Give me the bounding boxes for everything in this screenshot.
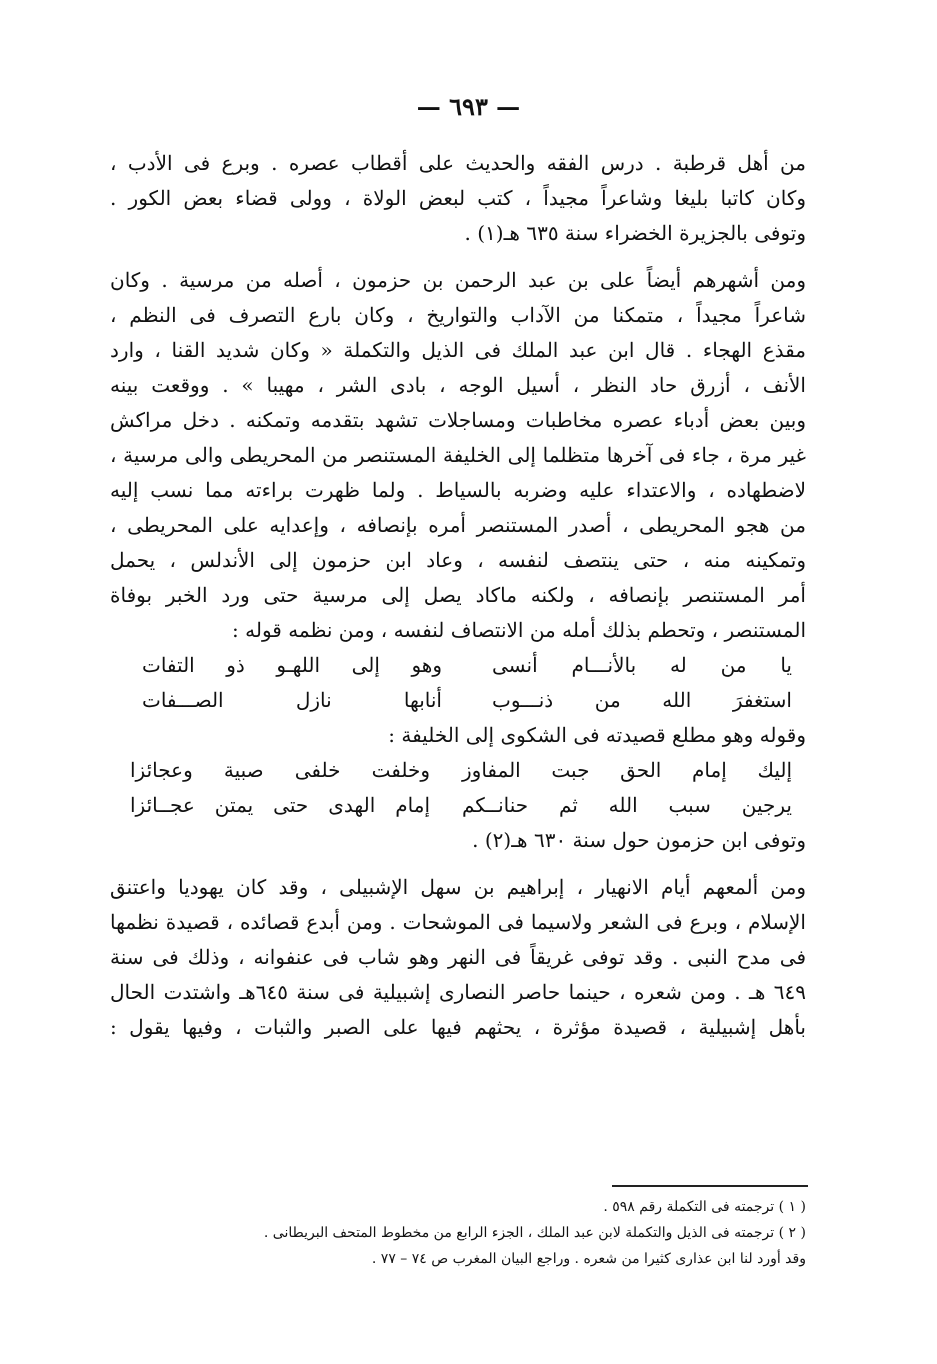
text-line: فى مدح النبى . وقد توفى غريقاً فى النهر وهو شاب فى عنفوانه ، وذلك فى سنة [110, 945, 806, 969]
paragraph-gap [110, 858, 806, 870]
text-line: غير مرة ، جاء فى آخرها متظلما إلى الخليفة المستنصر من المحريطى والى مرسية ، [110, 443, 806, 467]
text-line: مقذع الهجاء . قال ابن عبد الملك فى الذيل والتكملة « وكان شديد القنا ، وارد [110, 338, 806, 362]
paragraph-gap [110, 251, 806, 263]
text-line: الإسلام ، وبرع فى الشعر ولاسيما فى الموشحات . ومن أبدع قصائده ، قصيدة نظمها [110, 910, 806, 934]
poem-1 [110, 648, 806, 718]
paragraph-1 [110, 146, 806, 251]
poem-verse [110, 788, 792, 823]
text-line: لاضطهاده ، والاعتداء عليه وضربه بالسياط . ولما ظهرت براءته مما نسب إليه [110, 478, 806, 502]
poem-verse [110, 683, 792, 718]
text-line: وتوفى بالجزيرة الخضراء سنة ٦٣٥ هـ(١) . [464, 221, 806, 245]
footnote-2: ( ٢ ) ترجمته فى الذيل والتكملة لابن عبد الملك ، الجزء الرابع من مخطوط المتحف البريطانى . [263, 1225, 806, 1241]
poem-2-intro: وقوله وهو مطلع قصيدته فى الشكوى إلى الخليفة : [388, 723, 806, 747]
verse-first-hemistich: إليك إمام الحق جبت المفاوز [462, 758, 792, 782]
paragraph-2-end: وتوفى ابن حزمون حول سنة ٦٣٠ هـ(٢) . [472, 828, 806, 852]
text-line: المستنصر ، وتحطم بذلك أمله من الانتصاف لنفسه ، ومن نظمه قوله : [232, 618, 806, 642]
text-line: ومن أشهرهم أيضاً على بن عبد الرحمن بن حزمون ، أصله من مرسية . وكان [110, 268, 806, 292]
verse-first-hemistich: استغفرَ الله من ذنـــوب [492, 688, 792, 712]
text-line: ٦٤٩ هـ . ومن شعره ، حينما حاصر النصارى إشبيلية فى سنة ٦٤٥هـ واشتدت الحال [110, 980, 806, 1004]
text-line: الأنف ، أزرق حاد النظر ، أسيل الوجه ، بادى الشر ، مهيبا » . ووقعت بينه [110, 373, 806, 397]
text-line: وتمكينه منه ، حتى ينتصف لنفسه ، وعاد ابن حزمون إلى الأندلس ، يحمل [110, 548, 806, 572]
text-line: وكان كاتبا بليغا وشاعراً مجيداً ، كتب لبعض الولاة ، وولى قضاء بعض الكور . [110, 186, 806, 210]
text-line: بأهل إشبيلية ، قصيدة مؤثرة ، يحثهم فيها على الصبر والثبات ، وفيها يقول : [110, 1015, 806, 1039]
main-text [110, 146, 806, 1045]
verse-first-hemistich: يرجين سبب الله ثم حنانــكم [462, 793, 792, 817]
text-line: وبين بعض أدباء عصره مخاطبات ومساجلات تشهد بتقدمه وتمكنه . دخل مراكش [110, 408, 806, 432]
poem-2 [110, 753, 806, 823]
footnote-2-continued: وقد أورد لنا ابن عذارى كثيرا من شعره . وراجع البيان المغرب ص ٧٤ – ٧٧ . [371, 1251, 806, 1267]
text-line: من هجو المحريطى ، أصدر المستنصر أمره بإنصافه ، وإعدايه على المحريطى ، [110, 513, 806, 537]
footnotes [110, 1194, 806, 1272]
verse-second-hemistich: أنابها نازل الصـــفات [142, 688, 442, 712]
verse-second-hemistich: وهو إلى اللهـو ذو التفات [142, 653, 442, 677]
paragraph-2 [110, 263, 806, 648]
page-number: — ٦٩٣ — [416, 92, 521, 121]
footnote-1: ( ١ ) ترجمته فى التكملة رقم ٥٩٨ . [603, 1199, 806, 1215]
poem-verse [110, 753, 792, 788]
verse-second-hemistich: وخلفت خلفى صبية وعجائزا [130, 758, 430, 782]
verse-second-hemistich: إمام الهدى حتى يمتن عجــائزا [130, 793, 430, 817]
verse-first-hemistich: يا من له بالأنـــام أنسى [492, 653, 792, 677]
footnote-separator [612, 1185, 808, 1187]
poem-verse [110, 648, 792, 683]
text-line: شاعراً مجيداً ، متمكنا من الآداب والتواريخ ، وكان بارع التصرف فى النظم ، [110, 303, 806, 327]
paragraph-3 [110, 870, 806, 1045]
text-line: من أهل قرطبة . درس الفقه والحديث على أقطاب عصره . وبرع فى الأدب ، [110, 151, 806, 175]
text-line: أمر المستنصر بإنصافه ، ولكنه ماكاد يصل إلى مرسية حتى ورد الخبر بوفاة [110, 583, 806, 607]
text-line: ومن ألمعهم أيام الانهيار ، إبراهيم بن سهل الإشبيلى ، وقد كان يهوديا واعتنق [110, 875, 806, 899]
